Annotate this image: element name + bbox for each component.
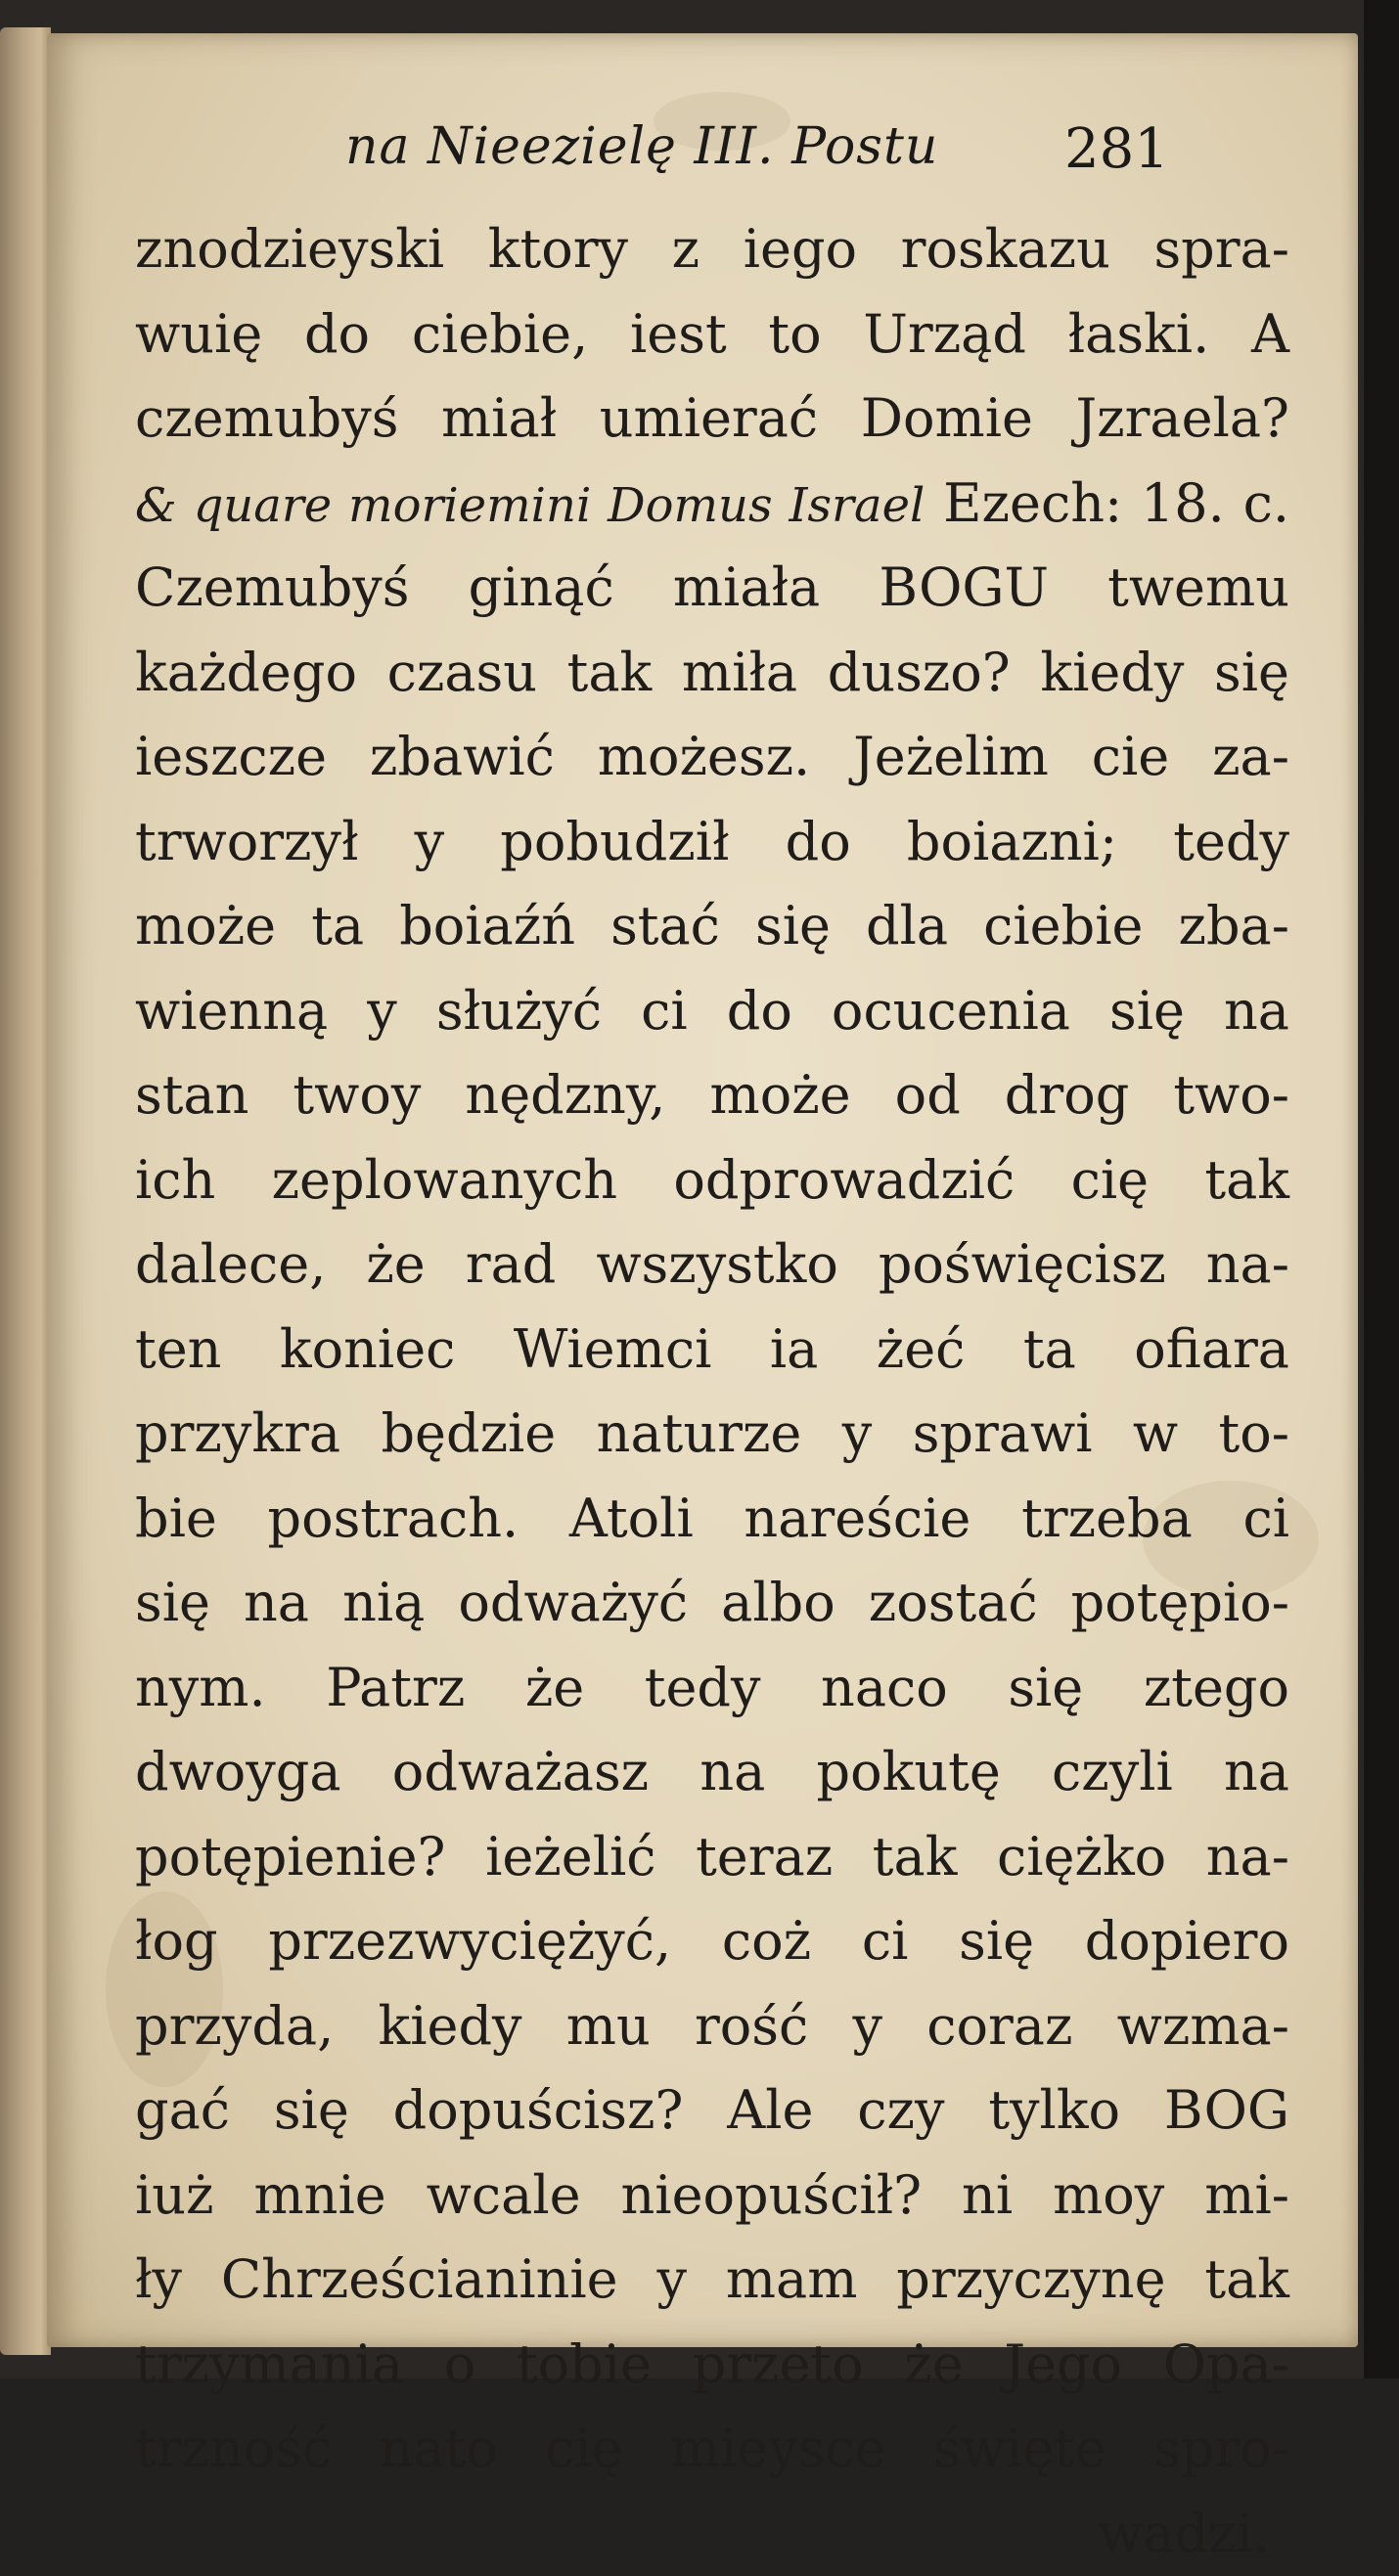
text-line: dalece, że rad wszystko poświęcisz na- [135, 1222, 1289, 1308]
text-line: trworzył y pobudził do boiazni; tedy [135, 800, 1289, 885]
text-line: wuię do ciebie, iest to Urząd łaski. A [135, 292, 1289, 378]
running-title: na Nieezielę III. Postu [345, 117, 938, 176]
scan-background-edge [1364, 0, 1399, 2378]
text-line: przykra będzie naturze y sprawi w to- [135, 1392, 1289, 1477]
text-line: czemubyś miał umierać Domie Jzraela? [135, 377, 1289, 462]
text-line: nym. Patrz że tedy naco się ztego [135, 1646, 1289, 1731]
text-line: ich zeplowanych odprowadzić cię tak [135, 1138, 1289, 1223]
text-line: Czemubyś ginąć miała BOGU twemu [135, 546, 1289, 631]
text-line: stan twoy nędzny, może od drog two- [135, 1053, 1289, 1138]
text-line: dwoyga odważasz na pokutę czyli na [135, 1730, 1289, 1815]
latin-quote: & quare moriemini Domus Israel [135, 478, 925, 533]
text-line: trzymania o tobie przeto że Jego Opa- [135, 2323, 1289, 2408]
text-line-catchword: wadzi. [135, 2492, 1289, 2576]
text-line: potępienie? ieżelić teraz tak ciężko na- [135, 1815, 1289, 1900]
page-number: 281 [1064, 117, 1169, 181]
text-line: gać się dopuścisz? Ale czy tylko BOG [135, 2068, 1289, 2154]
latin-quote-line [135, 462, 1289, 547]
text-line: znodzieyski ktory z iego roskazu spra- [135, 207, 1289, 292]
text-line: bie postrach. Atoli nareście trzeba ci [135, 1477, 1289, 1562]
book-page [47, 33, 1358, 2347]
text-line: trzność nato cię mieysce święte spro- [135, 2407, 1289, 2492]
text-line: się na nią odważyć albo zostać potępio- [135, 1561, 1289, 1646]
scripture-reference: Ezech: 18. c. [925, 472, 1289, 534]
text-line: może ta boiaźń stać się dla ciebie zba- [135, 884, 1289, 969]
text-line: przyda, kiedy mu rość y coraz wzma- [135, 1984, 1289, 2069]
text-line: ły Chrześcianinie y mam przyczynę tak [135, 2238, 1289, 2323]
page-body-text [135, 207, 1289, 2576]
text-line: ieszcze zbawić możesz. Jeżelim cie za- [135, 715, 1289, 800]
text-line: ten koniec Wiemci ia żeć ta ofiara [135, 1308, 1289, 1393]
page-header [47, 117, 1358, 196]
left-page-edge [0, 27, 51, 2355]
text-line: łog przezwyciężyć, coż ci się dopiero [135, 1899, 1289, 1984]
text-line: każdego czasu tak miła duszo? kiedy się [135, 631, 1289, 716]
text-line: wienną y służyć ci do ocucenia się na [135, 969, 1289, 1054]
text-line: iuż mnie wcale nieopuścił? ni moy mi- [135, 2154, 1289, 2239]
